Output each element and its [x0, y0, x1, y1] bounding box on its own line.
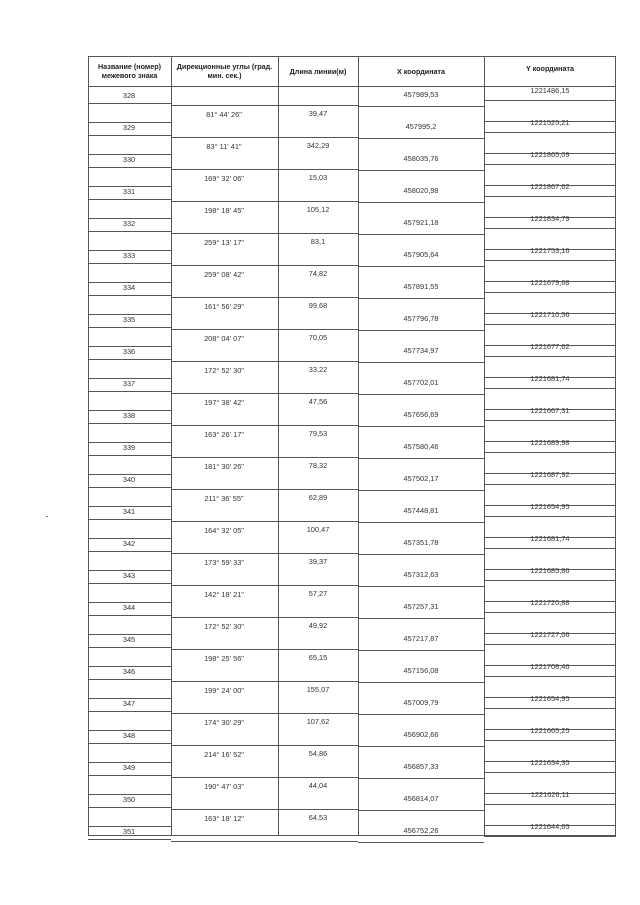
row-line — [484, 676, 616, 677]
row-line — [171, 201, 358, 202]
row-line — [88, 826, 171, 827]
x-coordinate: 456857,33 — [403, 762, 439, 771]
row-line — [88, 666, 171, 667]
y-coordinate: 1221865,09 — [530, 150, 570, 159]
row-line — [484, 228, 616, 229]
row-line — [358, 522, 484, 523]
x-coordinate: 458020,98 — [403, 186, 439, 195]
row-line — [171, 713, 358, 714]
row-line — [171, 105, 358, 106]
row-line — [88, 231, 171, 232]
coordinates-table — [88, 56, 616, 836]
row-line — [88, 538, 171, 539]
y-coordinate: 1221677,62 — [530, 342, 570, 351]
row-line — [88, 762, 171, 763]
row-line — [484, 473, 616, 474]
row-line — [358, 106, 484, 107]
x-coordinate: 457580,46 — [403, 442, 439, 451]
x-coordinate: 457257,31 — [403, 602, 439, 611]
x-coordinate: 457217,87 — [403, 634, 439, 643]
row-line — [88, 199, 171, 200]
row-line — [358, 234, 484, 235]
y-coordinate: 1221665,25 — [530, 726, 570, 735]
row-line — [484, 569, 616, 570]
y-coordinate: 1221753,16 — [530, 246, 570, 255]
row-line — [88, 602, 171, 603]
x-coordinate: 457156,08 — [403, 666, 439, 675]
row-line — [88, 743, 171, 744]
point-name: 340 — [122, 475, 136, 484]
direction-angle: 81° 44' 26" — [206, 110, 242, 119]
row-line — [358, 810, 484, 811]
line-length: 99,68 — [308, 301, 328, 310]
row-line — [88, 378, 171, 379]
y-coordinate: 1221681,74 — [530, 374, 570, 383]
row-line — [484, 793, 616, 794]
line-length: 15,03 — [308, 173, 328, 182]
row-line — [88, 698, 171, 699]
direction-angle: 259° 13' 17" — [204, 238, 244, 247]
direction-angle: 142° 18' 21" — [204, 590, 244, 599]
row-line — [358, 682, 484, 683]
row-line — [358, 138, 484, 139]
line-length: 33,22 — [308, 365, 328, 374]
line-length: 342,29 — [306, 141, 330, 150]
row-line — [88, 551, 171, 552]
row-line — [484, 697, 616, 698]
x-coordinate: 456752,26 — [403, 826, 439, 835]
row-line — [484, 484, 616, 485]
line-length: 49,92 — [308, 621, 328, 630]
x-coordinate: 457656,69 — [403, 410, 439, 419]
y-coordinate: 1221708,46 — [530, 662, 570, 671]
row-line — [484, 185, 616, 186]
row-line — [171, 745, 358, 746]
row-line — [171, 169, 358, 170]
row-line — [484, 313, 616, 314]
point-name: 348 — [122, 731, 136, 740]
table-border-right — [615, 56, 616, 836]
y-coordinate: 1221486,15 — [530, 86, 570, 95]
direction-angle: 163° 18' 12" — [204, 814, 244, 823]
row-line — [88, 218, 171, 219]
direction-angle: 214° 16' 52" — [204, 750, 244, 759]
row-line — [484, 729, 616, 730]
row-line — [358, 330, 484, 331]
column-divider — [171, 56, 172, 836]
direction-angle: 173° 59' 33" — [204, 558, 244, 567]
row-line — [484, 420, 616, 421]
x-coordinate: 457702,01 — [403, 378, 439, 387]
direction-angle: 172° 52' 30" — [204, 622, 244, 631]
direction-angle: 174° 30' 29" — [204, 718, 244, 727]
row-line — [484, 612, 616, 613]
row-line — [358, 650, 484, 651]
row-line — [171, 393, 358, 394]
point-name: 329 — [122, 123, 136, 132]
point-name: 339 — [122, 443, 136, 452]
row-line — [88, 135, 171, 136]
row-line — [171, 233, 358, 234]
row-line — [484, 164, 616, 165]
line-length: 64,53 — [308, 813, 328, 822]
row-line — [484, 441, 616, 442]
line-length: 107,62 — [306, 717, 330, 726]
direction-angle: 161° 56' 29" — [204, 302, 244, 311]
row-line — [358, 842, 484, 843]
row-line — [171, 361, 358, 362]
row-line — [484, 505, 616, 506]
x-coordinate: 457796,78 — [403, 314, 439, 323]
row-line — [171, 585, 358, 586]
row-line — [88, 122, 171, 123]
point-name: 328 — [122, 91, 136, 100]
point-name: 345 — [122, 635, 136, 644]
row-line — [484, 132, 616, 133]
row-line — [171, 777, 358, 778]
column-divider — [278, 56, 279, 836]
row-line — [484, 281, 616, 282]
line-length: 39,37 — [308, 557, 328, 566]
row-line — [358, 618, 484, 619]
row-line — [171, 457, 358, 458]
point-name: 347 — [122, 699, 136, 708]
point-name: 335 — [122, 315, 136, 324]
row-line — [171, 681, 358, 682]
header-line-length: Длина линии(м) — [289, 67, 347, 76]
x-coordinate: 457502,17 — [403, 474, 439, 483]
direction-angle: 83° 11' 41" — [206, 142, 242, 151]
line-length: 62,89 — [308, 493, 328, 502]
row-line — [484, 772, 616, 773]
row-line — [484, 324, 616, 325]
x-coordinate: 457995,2 — [405, 122, 437, 131]
row-line — [358, 458, 484, 459]
x-coordinate: 457891,55 — [403, 282, 439, 291]
column-divider — [484, 56, 485, 836]
line-length: 47,56 — [308, 397, 328, 406]
y-coordinate: 1221681,74 — [530, 534, 570, 543]
line-length: 74,82 — [308, 269, 328, 278]
row-line — [88, 410, 171, 411]
row-line — [358, 778, 484, 779]
direction-angle: 164° 32' 05" — [204, 526, 244, 535]
line-length: 100,47 — [306, 525, 330, 534]
row-line — [484, 804, 616, 805]
row-line — [88, 186, 171, 187]
row-line — [484, 377, 616, 378]
row-line — [358, 394, 484, 395]
row-line — [484, 644, 616, 645]
row-line — [88, 250, 171, 251]
direction-angle: 172° 52' 30" — [204, 366, 244, 375]
row-line — [171, 489, 358, 490]
row-line — [484, 633, 616, 634]
line-length: 57,27 — [308, 589, 328, 598]
row-line — [171, 841, 358, 842]
row-line — [171, 137, 358, 138]
row-line — [484, 292, 616, 293]
direction-angle: 208° 04' 07" — [204, 334, 244, 343]
x-coordinate: 457921,18 — [403, 218, 439, 227]
point-name: 344 — [122, 603, 136, 612]
row-line — [88, 647, 171, 648]
x-coordinate: 456814,07 — [403, 794, 439, 803]
y-coordinate: 1221654,95 — [530, 694, 570, 703]
row-line — [88, 282, 171, 283]
y-coordinate: 1221644,65 — [530, 822, 570, 831]
point-name: 343 — [122, 571, 136, 580]
row-line — [484, 516, 616, 517]
row-line — [88, 455, 171, 456]
row-line — [88, 519, 171, 520]
row-line — [484, 260, 616, 261]
point-name: 349 — [122, 763, 136, 772]
row-line — [484, 345, 616, 346]
point-name: 330 — [122, 155, 136, 164]
row-line — [88, 487, 171, 488]
row-line — [484, 601, 616, 602]
header-direction-angle: Дирекционные углы (град. мин. сек.) — [176, 62, 273, 80]
x-coordinate: 457312,63 — [403, 570, 439, 579]
row-line — [358, 714, 484, 715]
y-coordinate: 1221689,98 — [530, 438, 570, 447]
row-line — [484, 740, 616, 741]
row-line — [484, 708, 616, 709]
row-line — [358, 170, 484, 171]
y-coordinate: 1221867,62 — [530, 182, 570, 191]
row-line — [171, 521, 358, 522]
line-length: 83,1 — [310, 237, 326, 246]
direction-angle: 199° 24' 00" — [204, 686, 244, 695]
row-line — [484, 452, 616, 453]
direction-angle: 259° 08' 42" — [204, 270, 244, 279]
row-line — [88, 359, 171, 360]
row-line — [484, 121, 616, 122]
row-line — [88, 423, 171, 424]
row-line — [484, 388, 616, 389]
point-name: 351 — [122, 827, 136, 836]
line-length: 44,04 — [308, 781, 328, 790]
row-line — [88, 327, 171, 328]
row-line — [88, 295, 171, 296]
scan-speck — [46, 516, 48, 517]
row-line — [88, 263, 171, 264]
x-coordinate: 457905,64 — [403, 250, 439, 259]
direction-angle: 181° 30' 26" — [204, 462, 244, 471]
line-length: 105,12 — [306, 205, 330, 214]
direction-angle: 198° 18' 45" — [204, 206, 244, 215]
row-line — [88, 711, 171, 712]
row-line — [88, 634, 171, 635]
row-line — [171, 553, 358, 554]
row-line — [88, 775, 171, 776]
y-coordinate: 1221727,06 — [530, 630, 570, 639]
table-border-top — [88, 56, 616, 57]
x-coordinate: 457734,97 — [403, 346, 439, 355]
row-line — [484, 836, 616, 837]
y-coordinate: 1221685,86 — [530, 566, 570, 575]
row-line — [484, 100, 616, 101]
row-line — [484, 761, 616, 762]
x-coordinate: 458035,76 — [403, 154, 439, 163]
row-line — [88, 506, 171, 507]
row-line — [88, 583, 171, 584]
point-name: 332 — [122, 219, 136, 228]
row-line — [358, 586, 484, 587]
y-coordinate: 1221720,88 — [530, 598, 570, 607]
table-border-left — [88, 56, 89, 836]
point-name: 338 — [122, 411, 136, 420]
row-line — [171, 809, 358, 810]
y-coordinate: 1221634,35 — [530, 758, 570, 767]
row-line — [358, 554, 484, 555]
y-coordinate: 1221687,92 — [530, 470, 570, 479]
direction-angle: 198° 25' 56" — [204, 654, 244, 663]
line-length: 39,47 — [308, 109, 328, 118]
row-line — [358, 426, 484, 427]
row-line — [484, 356, 616, 357]
direction-angle: 197° 38' 42" — [204, 398, 244, 407]
x-coordinate: 457009,79 — [403, 698, 439, 707]
row-line — [88, 314, 171, 315]
row-line — [484, 217, 616, 218]
line-length: 155,07 — [306, 685, 330, 694]
point-name: 334 — [122, 283, 136, 292]
row-line — [171, 329, 358, 330]
line-length: 54,86 — [308, 749, 328, 758]
direction-angle: 211° 36' 55" — [204, 494, 244, 503]
column-divider — [358, 56, 359, 836]
row-line — [171, 425, 358, 426]
direction-angle: 169° 32' 06" — [204, 174, 244, 183]
y-coordinate: 1221710,56 — [530, 310, 570, 319]
row-line — [88, 103, 171, 104]
x-coordinate: 457351,78 — [403, 538, 439, 547]
line-length: 78,32 — [308, 461, 328, 470]
direction-angle: 163° 26' 17" — [204, 430, 244, 439]
x-coordinate: 456902,66 — [403, 730, 439, 739]
line-length: 79,53 — [308, 429, 328, 438]
row-line — [171, 265, 358, 266]
point-name: 336 — [122, 347, 136, 356]
y-coordinate: 1221654,95 — [530, 502, 570, 511]
row-line — [358, 490, 484, 491]
row-line — [358, 362, 484, 363]
row-line — [358, 202, 484, 203]
row-line — [88, 442, 171, 443]
x-coordinate: 457989,53 — [403, 90, 439, 99]
point-name: 346 — [122, 667, 136, 676]
row-line — [171, 617, 358, 618]
row-line — [484, 665, 616, 666]
row-line — [484, 196, 616, 197]
row-line — [484, 153, 616, 154]
y-coordinate: 1221667,31 — [530, 406, 570, 415]
row-line — [88, 794, 171, 795]
row-line — [484, 580, 616, 581]
point-name: 337 — [122, 379, 136, 388]
header-x-coordinate: X координата — [396, 67, 446, 76]
point-name: 331 — [122, 187, 136, 196]
line-length: 65,15 — [308, 653, 328, 662]
row-line — [88, 154, 171, 155]
row-line — [484, 249, 616, 250]
row-line — [358, 266, 484, 267]
row-line — [88, 615, 171, 616]
row-line — [88, 474, 171, 475]
y-coordinate: 1221834,79 — [530, 214, 570, 223]
row-line — [88, 346, 171, 347]
y-coordinate: 1221626,11 — [530, 790, 570, 799]
row-line — [484, 537, 616, 538]
point-name: 341 — [122, 507, 136, 516]
row-line — [88, 391, 171, 392]
row-line — [171, 649, 358, 650]
row-line — [88, 570, 171, 571]
point-name: 342 — [122, 539, 136, 548]
point-name: 350 — [122, 795, 136, 804]
row-line — [358, 298, 484, 299]
row-line — [358, 746, 484, 747]
direction-angle: 190° 47' 03" — [204, 782, 244, 791]
row-line — [88, 730, 171, 731]
row-line — [484, 825, 616, 826]
line-length: 70,05 — [308, 333, 328, 342]
row-line — [484, 548, 616, 549]
y-coordinate: 1221525,21 — [530, 118, 570, 127]
header-y-coordinate: Y координата — [526, 64, 574, 73]
point-name: 333 — [122, 251, 136, 260]
row-line — [88, 839, 171, 840]
x-coordinate: 457448,81 — [403, 506, 439, 515]
row-line — [171, 297, 358, 298]
row-line — [88, 167, 171, 168]
header-point-name: Название (номер) межевого знака — [97, 62, 162, 80]
y-coordinate: 1221679,68 — [530, 278, 570, 287]
row-line — [88, 807, 171, 808]
row-line — [484, 409, 616, 410]
row-line — [88, 679, 171, 680]
